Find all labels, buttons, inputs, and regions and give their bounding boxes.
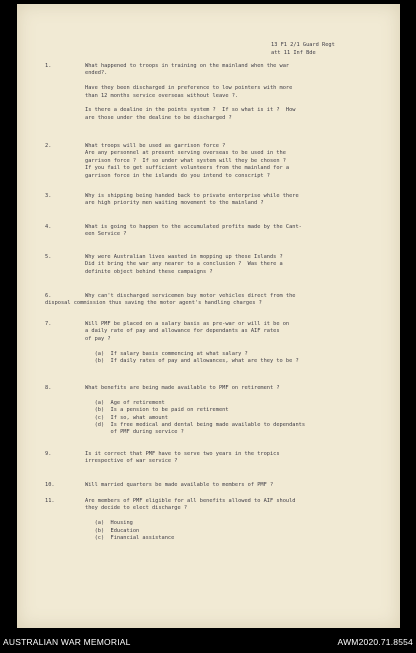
question-text-line: (b) If daily rates of pay and allowances, what are they to be ? — [85, 358, 299, 364]
question-text-line: of PMF during service ? — [85, 429, 184, 436]
question-text-line: (d) Is free medical and dental being made available to dependants — [85, 422, 306, 428]
question-text-line: Why were Australian lives wasted in mopping up these Islands ? — [85, 254, 283, 260]
question-number: 2. — [45, 143, 52, 149]
question-text-line: Have they been discharged in preference to low pointers with more — [85, 85, 293, 92]
question-text-line: What benefits are being made available to PMF on retirement ? — [85, 385, 280, 391]
question-text-line: een Service ? — [85, 231, 127, 238]
question-text-line: Will married quarters be made available to members of PMF ? — [85, 482, 274, 488]
question-number: 11. — [45, 498, 55, 504]
question-number: 5. — [45, 254, 52, 260]
question-number: 8. — [45, 385, 52, 391]
question-text-line: What troops will be used as garrison force ? — [85, 143, 226, 149]
header-brigade: att 11 Inf Bde — [271, 50, 316, 56]
question-text-line: (a) Housing — [85, 520, 133, 527]
question-text-line: (a) If salary basis commencing at what salary ? — [85, 350, 248, 357]
document-page — [17, 4, 400, 628]
question-text-line: (b) Is a pension to be paid on retirement — [85, 407, 229, 414]
question-text-line: Why can't discharged servicemen buy motor vehicles direct from the — [85, 293, 296, 299]
question-text-line: Are any personnel at present serving overseas to be used in the — [85, 150, 286, 157]
question-number: 10. — [45, 482, 55, 488]
question-text-line: a daily rate of pay and allowance for dependants as AIF rates — [85, 328, 280, 335]
question-text-line: definite object behind these campaigns ? — [85, 268, 213, 275]
question-text-line: ended?. — [85, 70, 108, 77]
question-text-line: Is it correct that PMF have to serve two years in the tropics — [85, 451, 280, 457]
question-number: 7. — [45, 321, 52, 327]
question-text-line: What is going to happen to the accumulated profits made by the Cant- — [85, 224, 302, 230]
question-number: 4. — [45, 224, 52, 230]
question-text-line: garrison force ? If so under what system will they be chosen ? — [85, 157, 286, 164]
header-unit: 13 F1 2/1 Guard Regt — [271, 42, 335, 48]
question-text-line: Are members of PMF eligible for all benefits allowed to AIF should — [85, 498, 296, 504]
question-text-line: Will PMF be placed on a salary basis as pre-war or will it be on — [85, 321, 290, 327]
question-text-line: garrison force in the islands do you intend to conscript ? — [85, 172, 270, 179]
question-text-line: they decide to elect discharge ? — [85, 505, 188, 512]
question-number: 3. — [45, 193, 52, 199]
question-text-line: disposal commission thus saving the motor agent's handling charges ? — [45, 300, 262, 307]
question-text-line: (a) Age of retirement — [85, 399, 165, 406]
question-text-line: What happened to troops in training on the mainland when the war — [85, 63, 290, 69]
question-text-line: Did it bring the war any nearer to a conclusion ? Was there a — [85, 261, 283, 268]
question-text-line: (b) Education — [85, 527, 140, 534]
question-number: 9. — [45, 451, 52, 457]
footer-institution: AUSTRALIAN WAR MEMORIAL — [3, 637, 131, 647]
question-text-line: irrespective of war service ? — [85, 458, 178, 465]
footer-accession-number: AWM2020.71.8554 — [337, 637, 413, 647]
question-text-line: (c) Financial assistance — [85, 535, 175, 541]
question-text-line: (c) If so, what amount — [85, 414, 168, 421]
question-text-line: of pay ? — [85, 335, 111, 342]
question-text-line: are those under the dealine to be discharged ? — [85, 114, 232, 121]
question-text-line: are high priority men waiting movement to the mainland ? — [85, 200, 264, 207]
question-text-line: Is there a dealine in the points system ? If so what is it ? How — [85, 107, 296, 114]
question-text-line: than 12 months service overseas without leave ?. — [85, 92, 239, 99]
question-number: 1. — [45, 63, 52, 69]
question-text-line: Why is shipping being handed back to private enterprise while there — [85, 193, 299, 199]
question-text-line: If you fail to get sufficient volunteers from the mainland for a — [85, 165, 290, 172]
question-number: 6. — [45, 293, 52, 299]
